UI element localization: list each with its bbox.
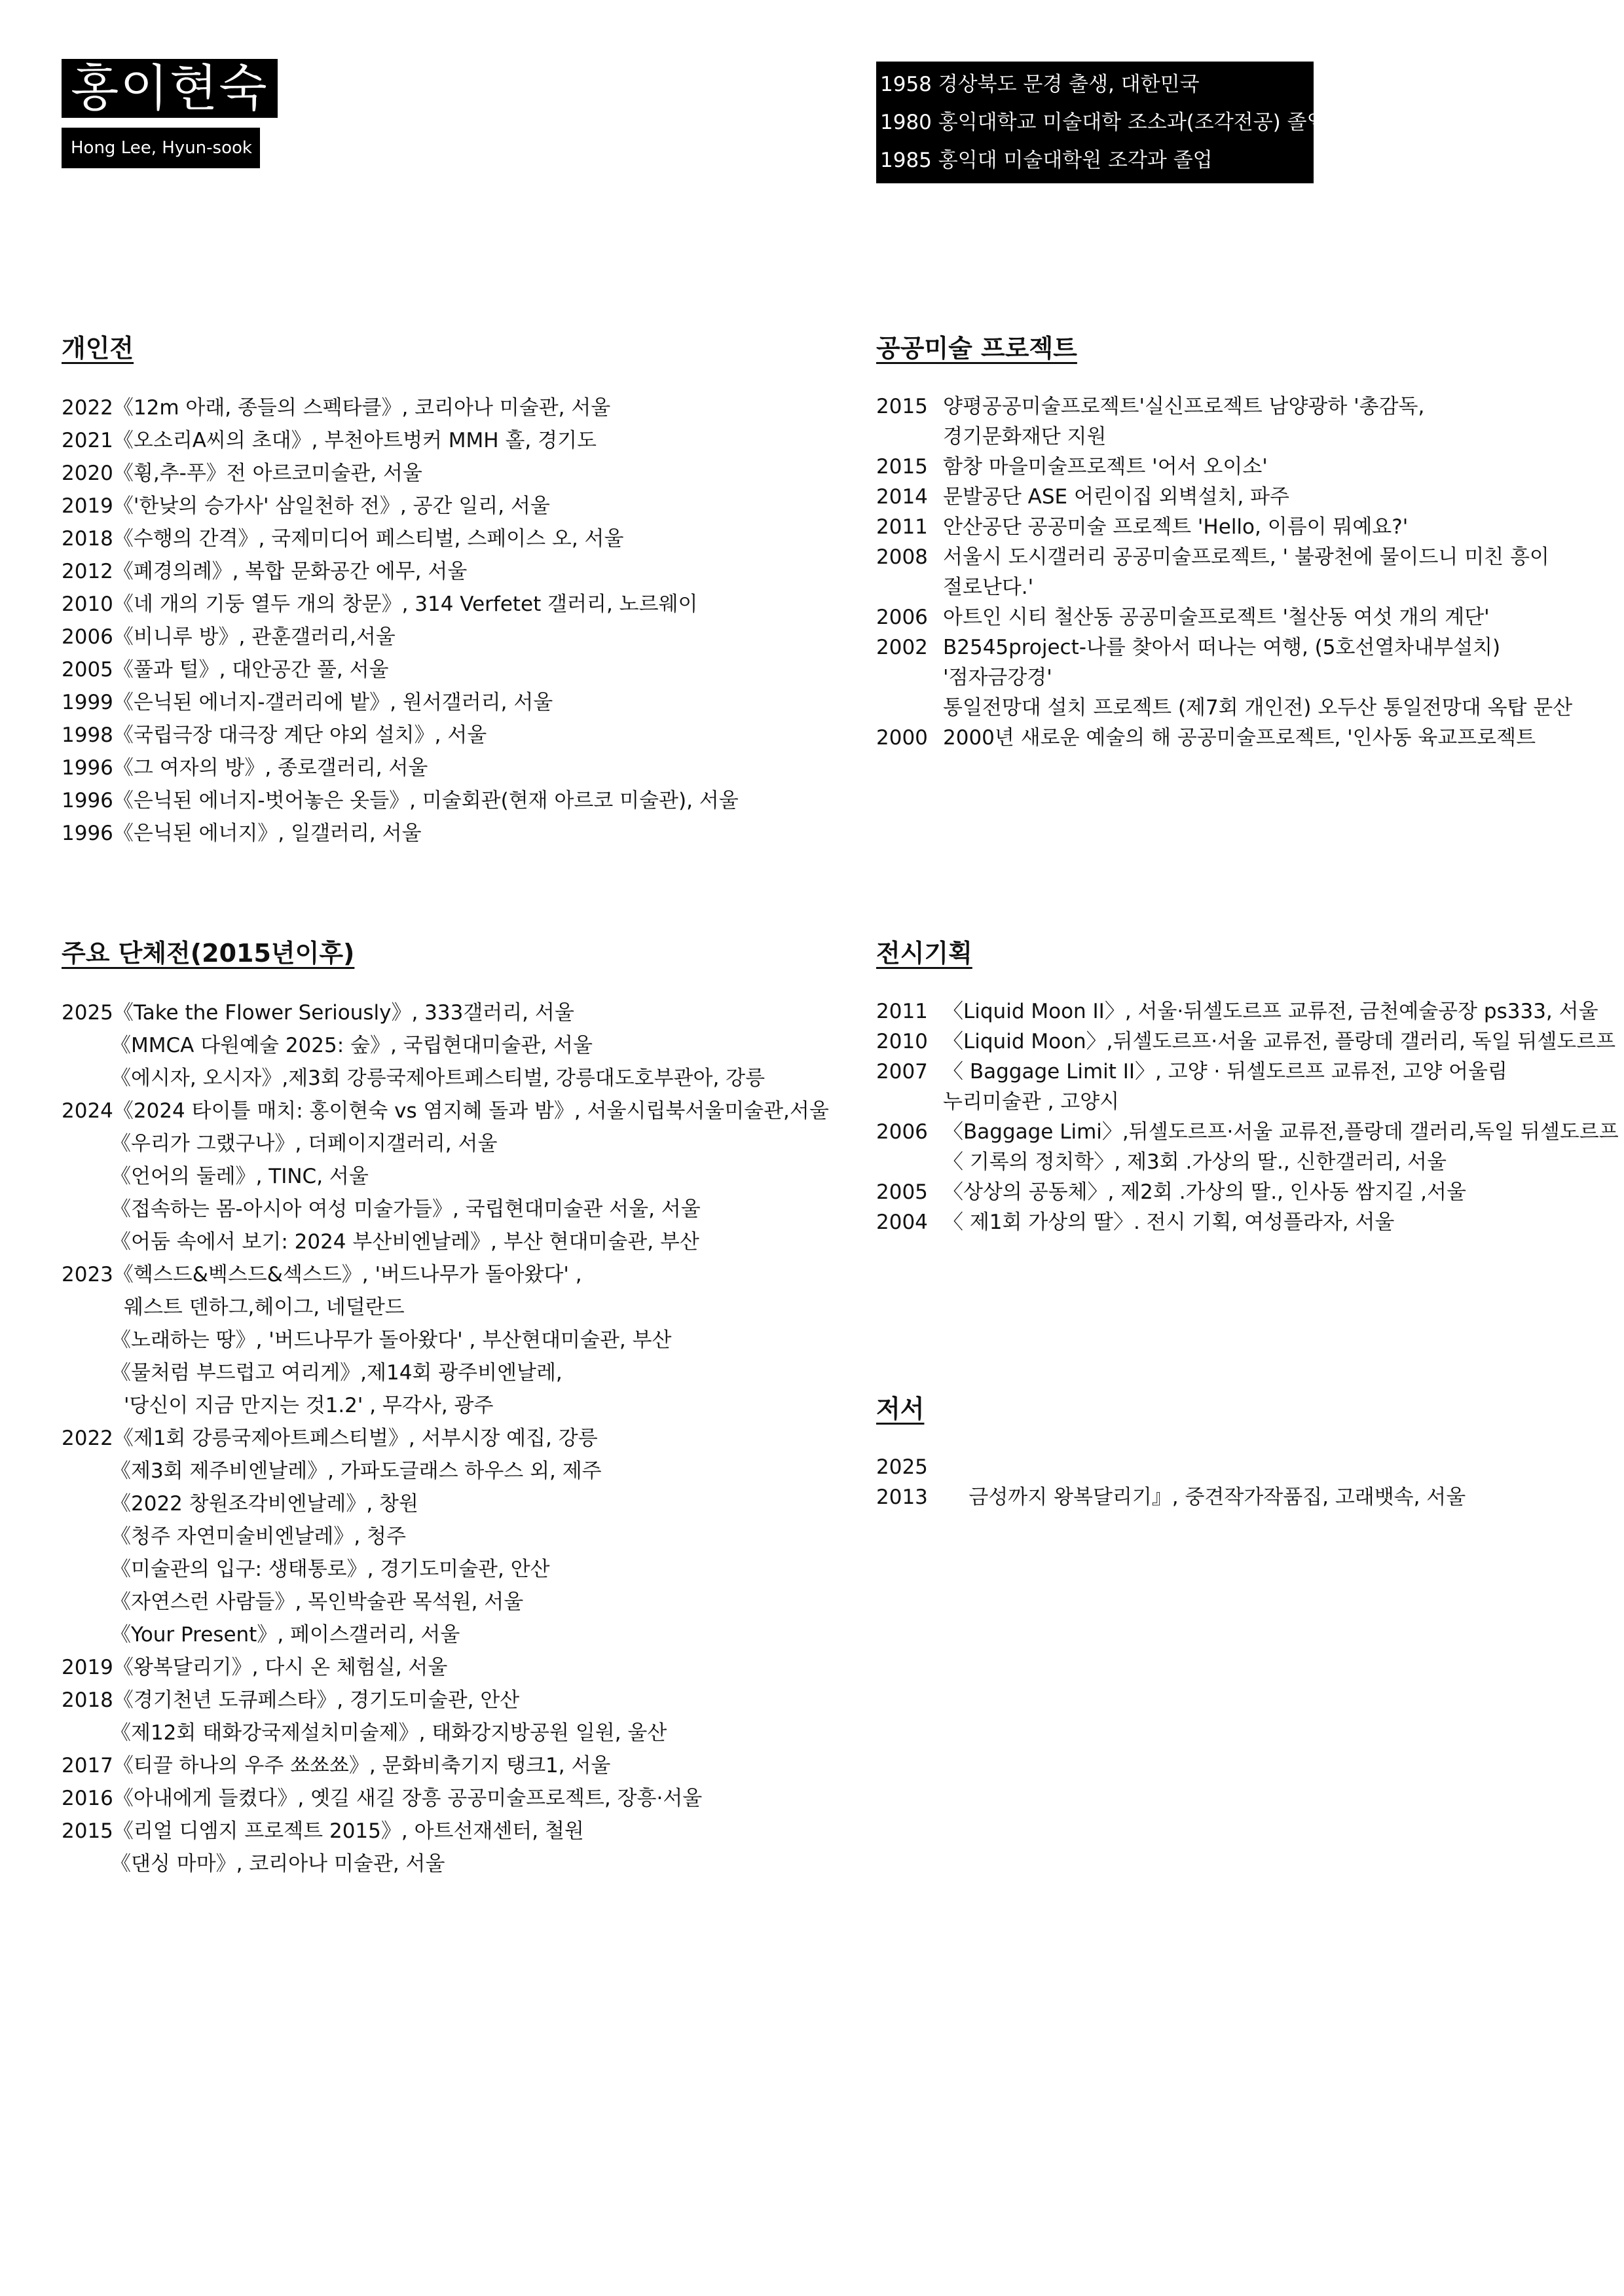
list-item: 1999《은닉된 에너지-갤러리에 밭》, 원서갤러리, 서울: [62, 691, 553, 714]
year: 2007: [876, 1060, 928, 1084]
list-item: [876, 996, 1619, 1027]
year: 2006: [876, 1120, 928, 1144]
curation-section: [876, 938, 1619, 1237]
section-heading: 개인전: [62, 334, 134, 363]
list-item: 《MMCA 다원예술 2025: 숲》, 국립현대미술관, 서울: [111, 1034, 593, 1057]
entry-text: 〈 기록의 정치학〉, 제3회 .가상의 딸., 신한갤러리, 서울: [943, 1150, 1447, 1174]
entry-text: 아트인 시티 철산동 공공미술프로젝트 '철산동 여섯 개의 계단': [943, 606, 1490, 629]
section-heading: 공공미술 프로젝트: [876, 334, 1077, 363]
list-item: 2010《네 개의 기둥 열두 개의 창문》, 314 Verfetet 갤러리, 노르웨이: [62, 592, 698, 616]
entry-text: 안산공단 공공미술 프로젝트 'Hello, 이름이 뭐예요?': [943, 515, 1409, 539]
entry-text: 2000년 새로운 예술의 해 공공미술프로젝트, '인사동 육교프로젝트: [943, 726, 1536, 750]
list-item: 2019《'한낮의 승가사' 삼일천하 전》, 공간 일리, 서울: [62, 494, 550, 518]
list-item: [876, 422, 1572, 452]
list-item: [876, 1207, 1619, 1237]
list-item: [876, 602, 1572, 632]
artist-name-english: Hong Lee, Hyun-sook: [62, 128, 260, 168]
section-heading: 전시기획: [876, 939, 972, 968]
solo-exhibitions-section: [62, 333, 739, 850]
year: [876, 663, 943, 693]
list-item: 《어둠 속에서 보기: 2024 부산비엔날레》, 부산 현대미술관, 부산: [111, 1230, 699, 1254]
bio-line: 1958 경상북도 문경 출생, 대한민국: [880, 73, 1200, 96]
year: 2006: [876, 606, 928, 629]
list-item: 1998《국립극장 대극장 계단 야외 설치》, 서울: [62, 723, 487, 747]
entry-text: 〈 제1회 가상의 딸〉. 전시 기획, 여성플라자, 서울: [943, 1211, 1395, 1234]
year: [876, 693, 943, 723]
list-item: 《제3회 제주비엔날레》, 가파도글래스 하우스 외, 제주: [111, 1459, 602, 1483]
entry-text: 〈 Baggage Limit II〉, 고양 · 뒤셀도르프 교류전, 고양 어울림: [943, 1060, 1507, 1084]
list-item: 《미술관의 입구: 생태통로》, 경기도미술관, 안산: [111, 1558, 550, 1581]
list-item: 2018《경기천년 도큐페스타》, 경기도미술관, 안산: [62, 1688, 520, 1712]
entry-text: 함창 마을미술프로젝트 '어서 오이소': [943, 455, 1268, 479]
list-item: [876, 1117, 1619, 1147]
entry-text: 〈Liquid Moon〉,뒤셀도르프·서울 교류전, 플랑데 갤러리, 독일 뒤셀도르프: [943, 1030, 1616, 1053]
list-item: [876, 572, 1572, 602]
entry-text: 경기문화재단 지원: [943, 425, 1107, 448]
list-item: [876, 512, 1572, 542]
list-item: [876, 482, 1572, 512]
list-item: 2015《리얼 디엠지 프로젝트 2015》, 아트선재센터, 철원: [62, 1819, 584, 1843]
year: 2013: [876, 1485, 928, 1509]
list-item: 웨스트 덴하그,헤이그, 네덜란드: [124, 1296, 405, 1319]
list-item: [876, 1482, 1466, 1512]
list-item: [876, 542, 1572, 572]
public-list: [876, 392, 1572, 753]
list-item: 2006《비니루 방》, 관훈갤러리,서울: [62, 625, 396, 649]
year: 2004: [876, 1211, 928, 1234]
list-item: 2021《오소리A씨의 초대》, 부천아트벙커 MMH 홀, 경기도: [62, 429, 597, 452]
books-section: [876, 1393, 1466, 1512]
artist-name-korean: 홍이현숙: [62, 59, 278, 118]
group-exhibitions-section: [62, 938, 829, 1880]
entry-text: 누리미술관 , 고양시: [943, 1090, 1120, 1114]
list-item: [876, 723, 1572, 753]
list-item: 2023《헥스드&벡스드&섹스드》, '버드나무가 돌아왔다' ,: [62, 1263, 582, 1286]
list-item: 2025《Take the Flower Seriously》, 333갤러리, 서울: [62, 1001, 574, 1025]
year: [876, 1087, 943, 1117]
list-item: 《제12회 태화강국제설치미술제》, 태화강지방공원 일원, 울산: [111, 1721, 667, 1745]
year: [876, 422, 943, 452]
list-item: 《Your Present》, 페이스갤러리, 서울: [111, 1623, 460, 1647]
list-item: 《에시자, 오시자》,제3회 강릉국제아트페스티벌, 강릉대도호부관아, 강릉: [111, 1066, 766, 1090]
list-item: [876, 663, 1572, 693]
list-item: 2022《제1회 강릉국제아트페스티벌》, 서부시장 예집, 강릉: [62, 1427, 598, 1450]
entry-text: 〈Baggage Limi〉,뒤셀도르프·서울 교류전,플랑데 갤러리,독일 뒤셀도르프: [943, 1120, 1619, 1144]
list-item: 《언어의 둘레》, TINC, 서울: [111, 1165, 369, 1188]
entry-text: 문발공단 ASE 어린이집 외벽설치, 파주: [943, 485, 1289, 509]
list-item: 2012《폐경의례》, 복합 문화공간 에무, 서울: [62, 560, 468, 583]
list-item: 《물처럼 부드럽고 여리게》,제14회 광주비엔날레,: [111, 1361, 563, 1385]
year: [876, 1147, 943, 1177]
year: [876, 572, 943, 602]
list-item: 1996《그 여자의 방》, 종로갤러리, 서울: [62, 756, 428, 780]
entry-text: 금성까지 왕복달리기』, 중견작가작품집, 고래뱃속, 서울: [943, 1485, 1466, 1509]
entry-text: 〈상상의 공동체〉, 제2회 .가상의 딸., 인사동 쌈지길 ,서울: [943, 1180, 1466, 1204]
year: 2015: [876, 455, 928, 479]
list-item: [876, 1177, 1619, 1207]
list-item: [876, 632, 1572, 663]
list-item: [876, 392, 1572, 422]
list-item: 《접속하는 몸-아시아 여성 미술가들》, 국립현대미술관 서울, 서울: [111, 1197, 701, 1221]
list-item: 2005《풀과 털》, 대안공간 풀, 서울: [62, 658, 389, 682]
solo-list: [62, 392, 739, 850]
list-item: [876, 1027, 1619, 1057]
year: 2000: [876, 726, 928, 750]
list-item: [876, 452, 1572, 482]
entry-text: 절로난다.': [943, 575, 1034, 599]
entry-text: 서울시 도시갤러리 공공미술프로젝트, ' 불광천에 물이드니 미친 흥이: [943, 545, 1549, 569]
bio-line: 1980 홍익대학교 미술대학 조소과(조각전공) 졸업: [880, 111, 1327, 134]
list-item: '당신이 지금 만지는 것1.2' , 무각사, 광주: [124, 1394, 494, 1417]
list-item: [876, 1452, 1466, 1482]
curation-list: [876, 996, 1619, 1237]
section-heading: 주요 단체전(2015년이후): [62, 939, 355, 968]
year: 2015: [876, 395, 928, 418]
list-item: 2016《아내에게 들켰다》, 옛길 새길 장흥 공공미술프로젝트, 장흥·서울: [62, 1787, 703, 1810]
list-item: [876, 1147, 1619, 1177]
public-art-section: [876, 333, 1572, 753]
entry-text: 양평공공미술프로젝트'실신프로젝트 남양광하 '총감독,: [943, 395, 1425, 418]
list-item: 《우리가 그랬구나》, 더페이지갤러리, 서울: [111, 1132, 498, 1156]
list-item: 《자연스런 사람들》, 목인박술관 목석원, 서울: [111, 1590, 524, 1614]
entry-text: 통일전망대 설치 프로젝트 (제7회 개인전) 오두산 통일전망대 옥탑 문산: [943, 696, 1573, 720]
bio-box: [876, 62, 1327, 183]
year: 2002: [876, 636, 928, 659]
list-item: 《청주 자연미술비엔날레》, 청주: [111, 1525, 406, 1548]
year: 2011: [876, 1000, 928, 1023]
list-item: 2017《티끌 하나의 우주 쑈쑈쑈》, 문화비축기지 탱크1, 서울: [62, 1754, 611, 1777]
list-item: 1996《은닉된 에너지》, 일갤러리, 서울: [62, 822, 422, 845]
year: 2014: [876, 485, 928, 509]
year: 2005: [876, 1180, 928, 1204]
list-item: [876, 1057, 1619, 1087]
list-item: [876, 1087, 1619, 1117]
list-item: 2020《휭,추-푸》전 아르코미술관, 서울: [62, 462, 422, 485]
list-item: 1996《은닉된 에너지-벗어놓은 옷들》, 미술회관(현재 아르코 미술관), 서울: [62, 789, 739, 812]
year: 2008: [876, 545, 928, 569]
entry-text: 〈Liquid Moon II〉, 서울·뒤셀도르프 교류전, 금천예술공장 ps333, 서울: [943, 1000, 1598, 1023]
year: 2010: [876, 1030, 928, 1053]
group-list: [62, 996, 829, 1880]
list-item: 2019《왕복달리기》, 다시 온 체험실, 서울: [62, 1656, 448, 1679]
list-item: 《노래하는 땅》, '버드나무가 돌아왔다' , 부산현대미술관, 부산: [111, 1328, 672, 1352]
list-item: 《댄싱 마마》, 코리아나 미술관, 서울: [111, 1852, 445, 1876]
bio-line: 1985 홍익대 미술대학원 조각과 졸업: [880, 149, 1213, 172]
list-item: 2022《12m 아래, 종들의 스펙타클》, 코리아나 미술관, 서울: [62, 396, 611, 420]
list-item: [876, 693, 1572, 723]
entry-text: '점자금강경': [943, 666, 1052, 689]
list-item: 2024《2024 타이틀 매치: 홍이현숙 vs 염지혜 돌과 밤》, 서울시립북서울미술관,서울: [62, 1099, 829, 1123]
year: 2011: [876, 515, 928, 539]
list-item: 2018《수행의 간격》, 국제미디어 페스티벌, 스페이스 오, 서울: [62, 527, 624, 551]
section-heading: 저서: [876, 1394, 925, 1423]
entry-text: B2545project-나를 찾아서 떠나는 여행, (5호선열차내부설치): [943, 636, 1501, 659]
year: 2025: [876, 1455, 928, 1479]
list-item: 《2022 창원조각비엔날레》, 창원: [111, 1492, 418, 1516]
books-list: [876, 1452, 1466, 1512]
